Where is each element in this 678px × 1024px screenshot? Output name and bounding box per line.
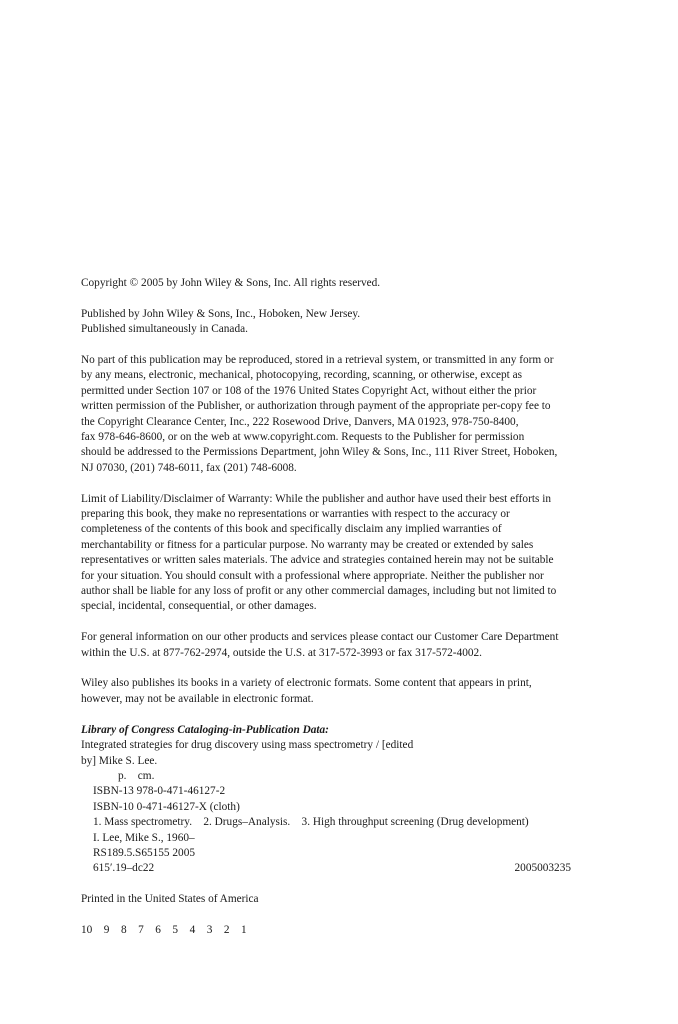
print-number: 10 [81, 923, 93, 936]
print-number: 4 [189, 923, 196, 936]
general-info-paragraph [81, 630, 601, 661]
cip-dewey-row [81, 861, 571, 876]
published-by: Published by John Wiley & Sons, Inc., Hoboken, New Jersey. [81, 307, 361, 320]
liability-line: merchantability or fitness for a particular purpose. No warranty may be created or extended by sales [81, 538, 534, 551]
copyright-line: Copyright © 2005 by John Wiley & Sons, Inc. All rights reserved. [81, 277, 381, 289]
permissions-line: fax 978-646-8600, or on the web at www.copyright.com. Requests to the Publisher for permission [81, 431, 525, 444]
print-number: 1 [241, 923, 247, 936]
cip-physical-description: p. cm. [118, 769, 155, 782]
liability-line: completeness of the contents of this book and specifically disclaim any implied warranties of [81, 523, 502, 536]
permissions-line: NJ 07030, (201) 748-6011, fax (201) 748-6008. [81, 461, 297, 474]
electronic-line: Wiley also publishes its books in a variety of electronic formats. Some content that appears in print, [81, 677, 532, 690]
copyright-notice [81, 276, 601, 291]
cip-heading: Library of Congress Cataloging-in-Publication Data: [81, 723, 329, 736]
liability-line: representatives or written sales materials. The advice and strategies contained herein may not be suitable [81, 554, 554, 567]
electronic-line: however, may not be available in electronic format. [81, 692, 314, 705]
liability-line: author shall be liable for any loss of profit or any other commercial damages, including but not limited to [81, 585, 557, 598]
permissions-line: by any means, electronic, mechanical, photocopying, recording, scanning, or otherwise, except as [81, 369, 523, 382]
permissions-line: the Copyright Clearance Center, Inc., 222 Rosewood Drive, Danvers, MA 01923, 978-750-8400, [81, 415, 519, 428]
permissions-line: No part of this publication may be reproduced, stored in a retrieval system, or transmitted in any form or [81, 354, 554, 366]
print-number: 6 [155, 923, 161, 936]
print-number: 9 [103, 923, 110, 936]
permissions-line: permitted under Section 107 or 108 of the 1976 United States Copyright Act, without either the prior [81, 384, 537, 397]
print-number: 8 [120, 923, 127, 936]
printed-line: Printed in the United States of America [81, 893, 259, 906]
general-info-line: within the U.S. at 877-762-2974, outside the U.S. at 317-572-3993 or fax 317-572-4002. [81, 646, 482, 659]
permissions-paragraph [81, 353, 601, 476]
cip-dewey: 615′.19–dc22 [93, 862, 155, 875]
cip-lccn: 2005003235 [514, 862, 571, 875]
liability-line: Limit of Liability/Disclaimer of Warranty: While the publisher and author have used their best efforts in [81, 492, 551, 505]
publisher-info [81, 307, 601, 338]
electronic-formats-paragraph [81, 676, 601, 707]
printed-in [81, 892, 601, 907]
permissions-line: written permission of the Publisher, or authorization through payment of the appropriate per-copy fee to [81, 400, 551, 413]
liability-line: special, incidental, consequential, or other damages. [81, 600, 317, 613]
cip-isbn13: ISBN-13 978-0-471-46127-2 [93, 785, 226, 798]
cip-title-line: by] Mike S. Lee. [81, 754, 158, 767]
print-number: 7 [138, 923, 144, 936]
print-number: 2 [223, 923, 230, 936]
cip-call-number: RS189.5.S65155 2005 [93, 846, 196, 859]
cip-isbn10: ISBN-10 0-471-46127-X (cloth) [93, 800, 240, 813]
cip-editor: I. Lee, Mike S., 1960– [93, 831, 195, 844]
liability-disclaimer [81, 492, 601, 615]
published-canada: Published simultaneously in Canada. [81, 323, 248, 336]
cip-subjects: 1. Mass spectrometry. 2. Drugs–Analysis. 3. High throughput screening (Drug development) [93, 816, 529, 829]
copyright-page [81, 276, 601, 954]
liability-line: preparing this book, they make no representations or warranties with respect to the accuracy or [81, 508, 510, 521]
print-number: 5 [172, 923, 179, 936]
general-info-line: For general information on our other products and services please contact our Customer Care Department [81, 631, 559, 644]
printing-number-line [81, 923, 601, 938]
cip-title-line: Integrated strategies for drug discovery using mass spectrometry / [edited [81, 739, 414, 752]
print-number: 3 [206, 923, 213, 936]
liability-line: for your situation. You should consult with a professional where appropriate. Neither the publisher nor [81, 569, 544, 582]
permissions-line: should be addressed to the Permissions Department, john Wiley & Sons, Inc., 111 River Street, Hoboken, [81, 446, 558, 459]
cip-data-block [81, 723, 601, 877]
